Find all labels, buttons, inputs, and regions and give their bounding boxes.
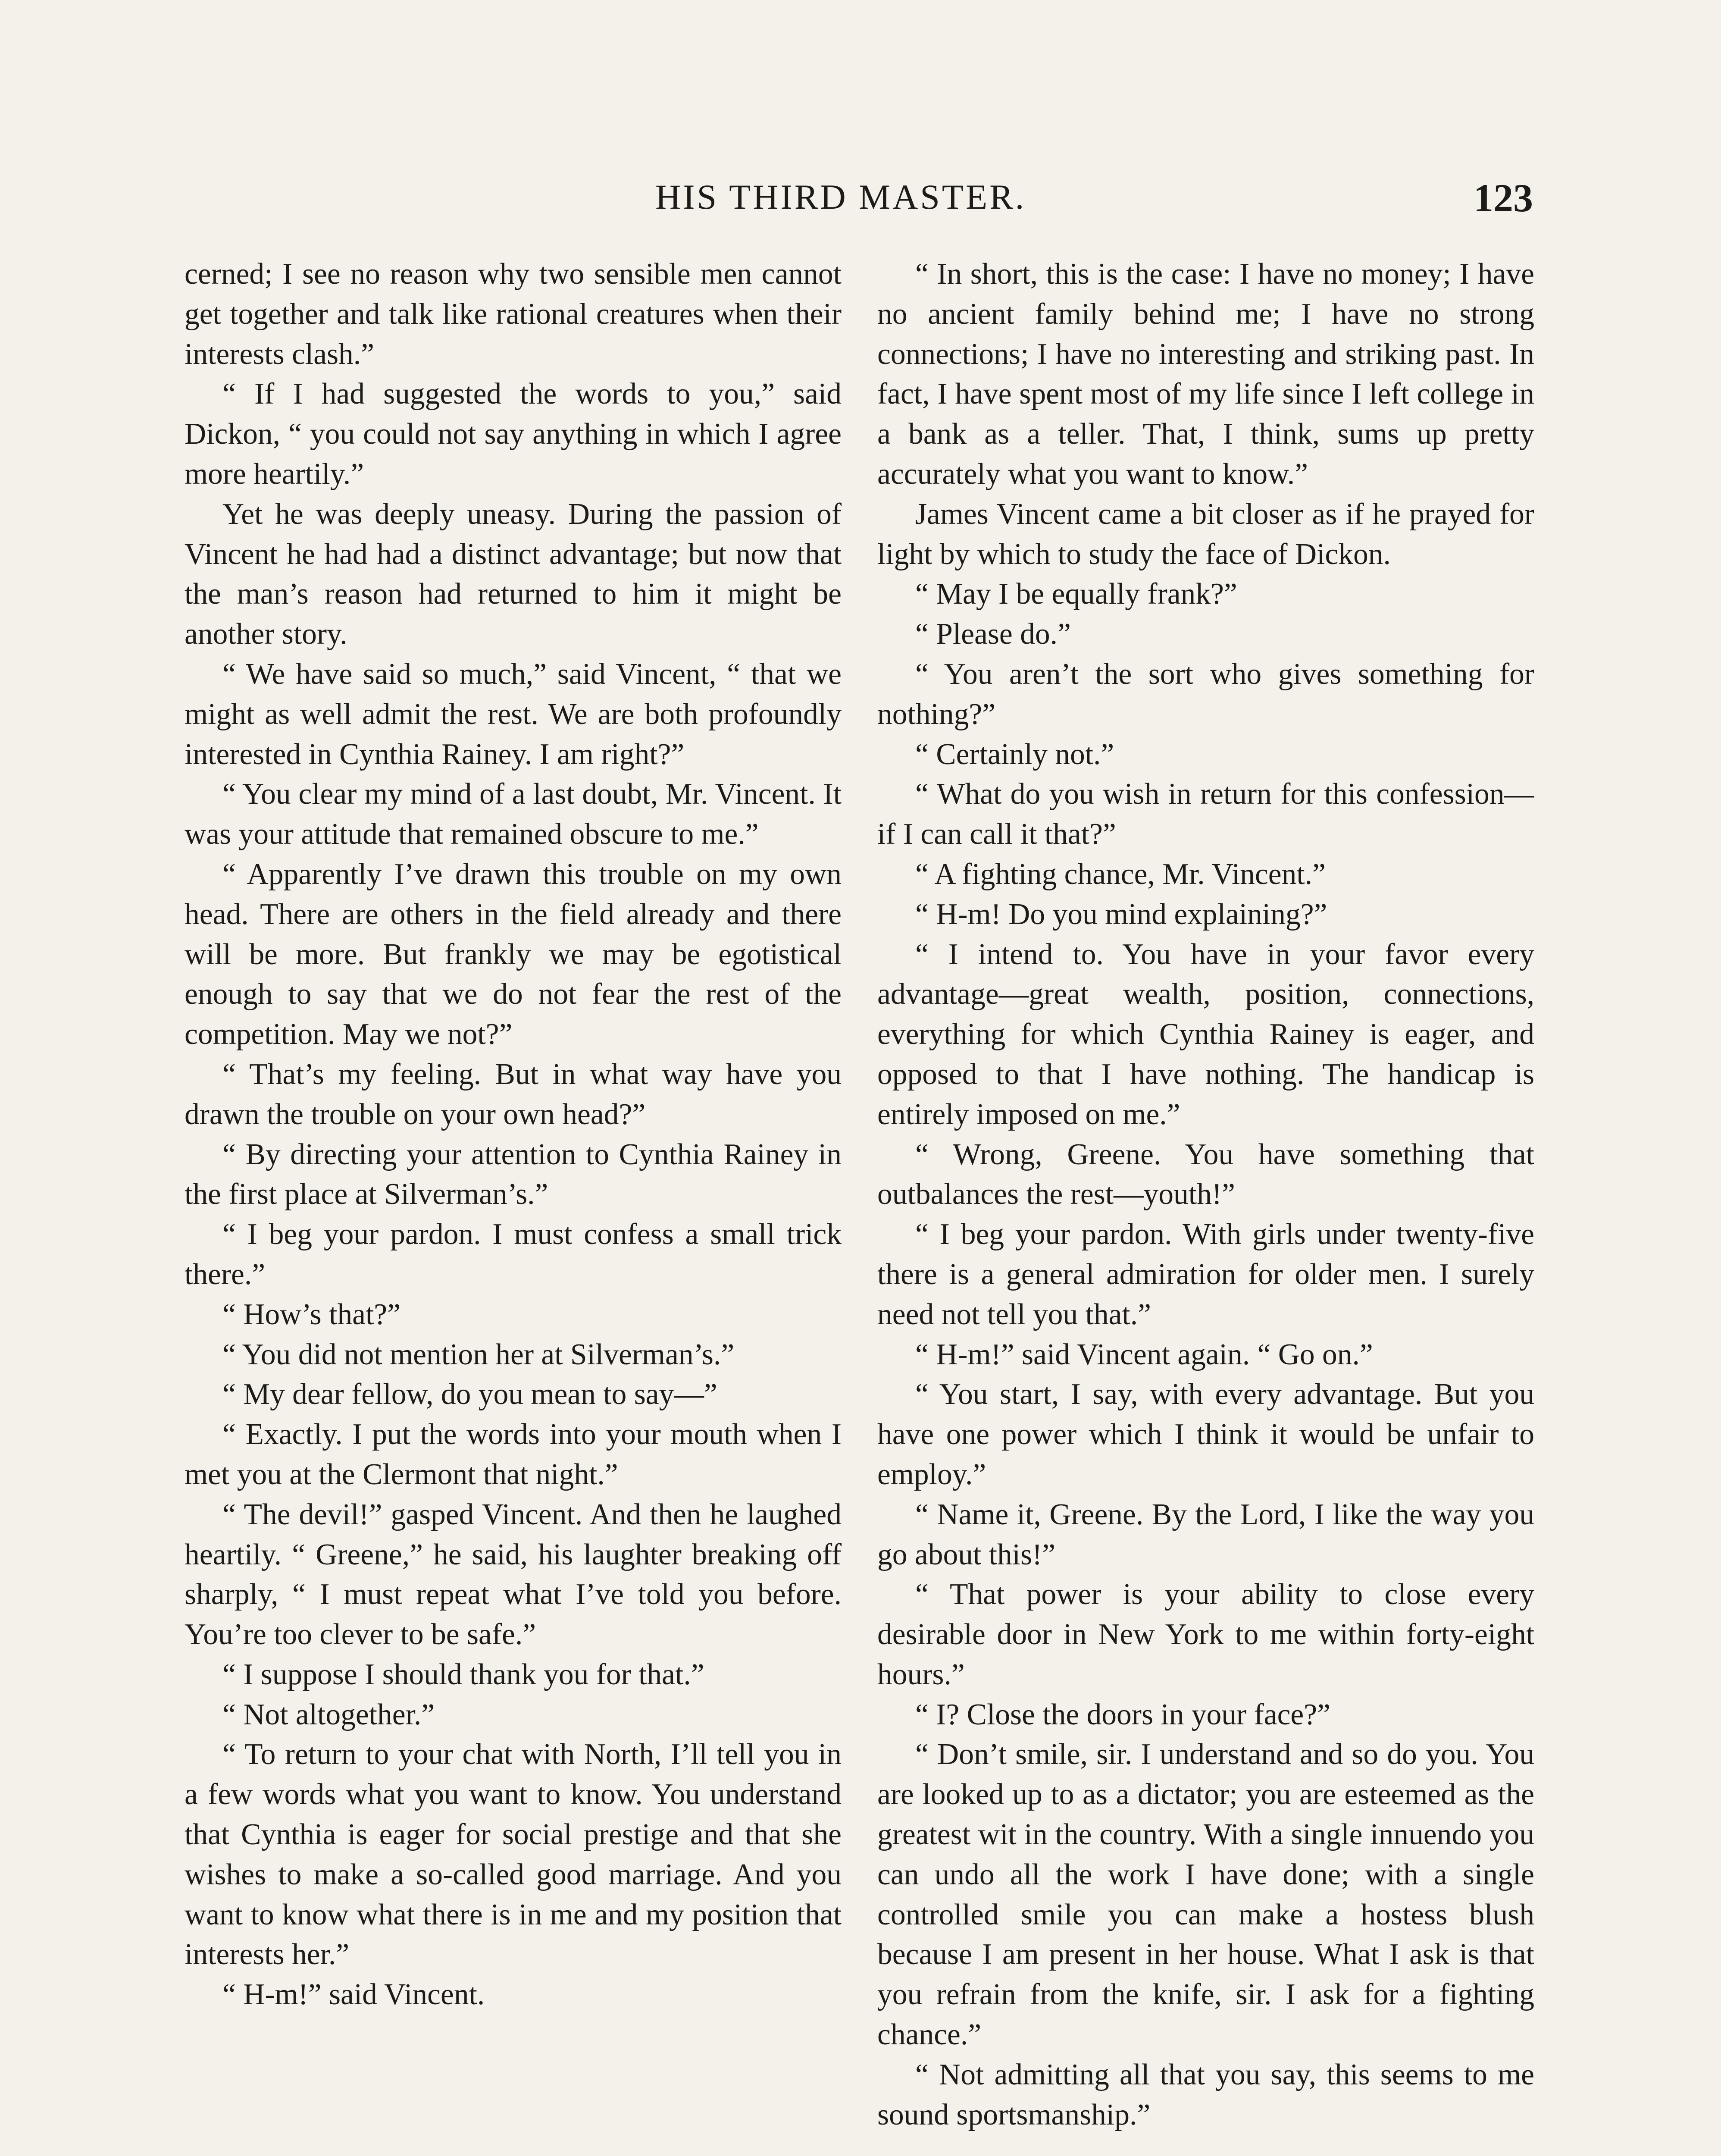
paragraph: “ I suppose I should thank you for that.”	[222, 1658, 704, 1691]
paragraph: “ Apparently I’ve drawn this trouble on my own head. There are others in the field already and there will be more. But frankly we may be egotistical enough to say that we do not fear the rest of the competition. May we not?”	[185, 857, 842, 1051]
paragraph: “ You clear my mind of a last doubt, Mr. Vincent. It was your attitude that remained obscure to me.”	[185, 777, 842, 851]
paragraph: “ If I had suggested the words to you,” said Dickon, “ you could not say anything in which I agree more heartily.”	[185, 377, 842, 491]
paragraph: “ We have said so much,” said Vincent, “ that we might as well admit the rest. We are both profoundly interested in Cynthia Rainey. I am right?”	[185, 657, 842, 771]
paragraph: “ Don’t smile, sir. I understand and so do you. You are looked up to as a dictator; you are esteemed as the greatest wit in the country. With a single innuendo you can undo all the work I have done; with a single controlled smile you can make a hostess blush because I am present in her house. What I ask is that you refrain from the knife, sir. I ask for a fighting chance.”	[877, 1738, 1534, 2052]
paragraph: “ H-m! Do you mind explaining?”	[915, 897, 1327, 931]
paragraph: Yet he was deeply uneasy. During the passion of Vincent he had had a distinct advantage; but now that the man’s reason had returned to him it might be another story.	[185, 497, 842, 651]
paragraph: cerned; I see no reason why two sensible men cannot get together and talk like rational creatures when their interests clash.”	[185, 257, 842, 371]
paragraph: “ A fighting chance, Mr. Vincent.”	[915, 857, 1326, 891]
page-number: 123	[1474, 176, 1533, 220]
paragraph: “ The devil!” gasped Vincent. And then he laughed heartily. “ Greene,” he said, his laughter breaking off sharply, “ I must repeat what I’ve told you before. You’re too clever to be safe.”	[185, 1498, 842, 1651]
paragraph: “ Please do.”	[915, 617, 1071, 651]
left-text-column	[185, 254, 842, 2156]
right-text-column	[877, 254, 1534, 2156]
paragraph: “ That power is your ability to close every desirable door in New York to me within forty-eight hours.”	[877, 1578, 1534, 1691]
paragraph: “ What do you wish in return for this confession—if I can call it that?”	[877, 777, 1534, 851]
paragraph: “ My dear fellow, do you mean to say—”	[222, 1378, 717, 1411]
paragraph: “ I beg your pardon. I must confess a small trick there.”	[185, 1218, 842, 1291]
paragraph: “ You did not mention her at Silverman’s.”	[222, 1338, 735, 1371]
paragraph: James Vincent came a bit closer as if he prayed for light by which to study the face of Dickon.	[877, 497, 1534, 571]
paragraph: “ Wrong, Greene. You have something that outbalances the rest—youth!”	[877, 1138, 1534, 1211]
paragraph: “ You aren’t the sort who gives something for nothing?”	[877, 657, 1534, 731]
paragraph: “ That’s my feeling. But in what way have you drawn the trouble on your own head?”	[185, 1057, 842, 1131]
paragraph: “ You start, I say, with every advantage. But you have one power which I think it would be unfair to employ.”	[877, 1378, 1534, 1491]
paragraph: “ H-m!” said Vincent again. “ Go on.”	[915, 1338, 1373, 1371]
paragraph: “ By directing your attention to Cynthia Rainey in the first place at Silverman’s.”	[185, 1138, 842, 1211]
paragraph: “ How’s that?”	[222, 1297, 401, 1331]
paragraph: “ I intend to. You have in your favor every advantage—great wealth, position, connections, everything for which Cynthia Rainey is eager, and opposed to that I have nothing. The handicap is entirely imposed on me.”	[877, 937, 1534, 1131]
paragraph: “ I beg your pardon. With girls under twenty-five there is a general admiration for older men. I surely need not tell you that.”	[877, 1218, 1534, 1331]
running-title: HIS THIRD MASTER.	[655, 177, 1026, 216]
running-head	[0, 177, 1721, 229]
paragraph: “ To return to your chat with North, I’ll tell you in a few words what you want to know. You understand that Cynthia is eager for social prestige and that she wishes to make a so-called good marriage. And you want to know what there is in me and my position that interests her.”	[185, 1738, 842, 1971]
paragraph: “ Not admitting all that you say, this seems to me sound sportsmanship.”	[877, 2058, 1534, 2131]
paragraph: “ I? Close the doors in your face?”	[915, 1698, 1330, 1731]
paragraph: “ Not altogether.”	[222, 1698, 435, 1731]
paragraph: “ Exactly. I put the words into your mouth when I met you at the Clermont that night.”	[185, 1418, 842, 1491]
paragraph: “ H-m!” said Vincent.	[222, 1978, 485, 2012]
paragraph: “ Certainly not.”	[915, 737, 1114, 771]
paragraph: “ May I be equally frank?”	[915, 577, 1237, 611]
paragraph: “ Name it, Greene. By the Lord, I like the way you go about this!”	[877, 1498, 1534, 1571]
paragraph: “ In short, this is the case: I have no money; I have no ancient family behind me; I have no strong connections; I have no interesting and striking past. In fact, I have spent most of my life since I left college in a bank as a teller. That, I think, sums up pretty accurately what you want to know.”	[877, 257, 1534, 491]
